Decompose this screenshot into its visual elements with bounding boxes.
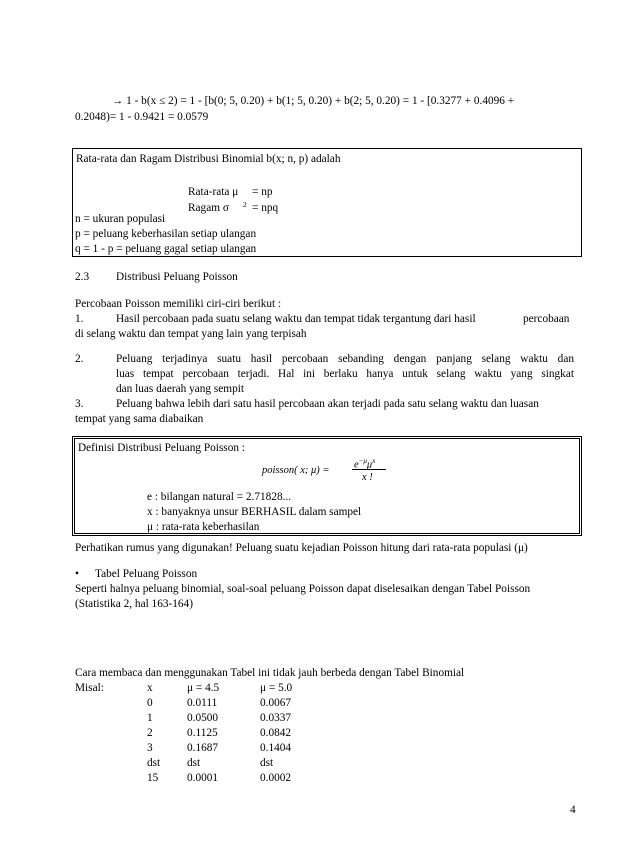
table-cell: 2 — [147, 727, 153, 739]
poisson-box-title: Definisi Distribusi Peluang Poisson : — [78, 442, 245, 454]
table-cell: 0.0500 — [187, 712, 219, 724]
table-cell: 0.0842 — [260, 727, 292, 739]
table-cell: 15 — [147, 772, 159, 784]
section-number: 2.3 — [75, 271, 90, 283]
table-row — [147, 756, 292, 771]
table-cell: 0 — [147, 697, 153, 709]
section-intro: Percobaan Poisson memiliki ciri-ciri berikut : — [75, 298, 282, 310]
table-cell: 0.0111 — [187, 697, 218, 709]
table-header-x: x — [147, 682, 153, 694]
item-3-line-1: Peluang bahwa lebih dari satu hasil percobaan akan terjadi pada satu selang waktu dan luasan — [116, 398, 539, 410]
binomial-box-title: Rata-rata dan Ragam Distribusi Binomial b(x; n, p) adalah — [76, 153, 341, 165]
section-title: Distribusi Peluang Poisson — [116, 271, 238, 283]
table-header-row — [147, 681, 292, 696]
bullet-line-2: (Statistika 2, hal 163-164) — [75, 598, 193, 610]
binomial-var-sup: 2 — [243, 200, 247, 209]
binomial-mean-label: Rata-rata μ — [188, 186, 239, 198]
table-cell: 1 — [147, 712, 153, 724]
table-cell: 0.0337 — [260, 712, 292, 724]
poisson-example-table — [147, 681, 292, 786]
binomial-def-p: p = peluang keberhasilan setiap ulangan — [75, 228, 257, 240]
poisson-formula-denominator: x ! — [362, 472, 373, 483]
item-1-line-1a: Hasil percobaan pada suatu selang waktu dan tempat tidak tergantung dari hasil — [116, 313, 476, 325]
binomial-def-q: q = 1 - p = peluang gagal setiap ulangan — [75, 243, 257, 255]
binomial-var-value: = npq — [252, 202, 279, 214]
item-3-line-2: tempat yang sama diabaikan — [75, 413, 204, 425]
table-cell: dst — [187, 757, 201, 769]
item-2-line-1: Peluang terjadinya suatu hasil percobaan sebanding dengan panjang selang waktu dan — [116, 353, 574, 365]
table-cell: dst — [260, 757, 274, 769]
poisson-note: Perhatikan rumus yang digunakan! Peluang suatu kejadian Poisson hitung dari rata-rata populasi (μ) — [75, 542, 528, 554]
table-cell: 0.0002 — [260, 772, 292, 784]
table-intro: Cara membaca dan menggunakan Tabel ini tidak jauh berbeda dengan Tabel Binomial — [75, 667, 465, 679]
poisson-def-e: e : bilangan natural = 2.71828... — [147, 491, 292, 503]
item-1-line-2: di selang waktu dan tempat yang lain yang terpisah — [75, 328, 307, 340]
bullet-title: Tabel Peluang Poisson — [95, 568, 198, 580]
table-row — [147, 696, 292, 711]
bullet-line-1: Seperti halnya peluang binomial, soal-soal peluang Poisson dapat diselesaikan dengan Tabel Poisson — [75, 583, 531, 595]
formula-e: e — [354, 459, 359, 471]
table-cell: 0.0001 — [187, 772, 219, 784]
page-number: 4 — [570, 804, 576, 816]
table-cell: 0.0067 — [260, 697, 292, 709]
table-row — [147, 741, 292, 756]
item-3-number: 3. — [75, 398, 84, 410]
formula-line-2: 0.2048)= 1 - 0.9421 = 0.0579 — [75, 111, 209, 123]
table-header-mu-5-0: μ = 5.0 — [260, 682, 293, 694]
poisson-def-mu: μ : rata-rata keberhasilan — [147, 521, 260, 533]
item-2-line-2: luas tempat percobaan terjadi. Hal ini berlaku hanya untuk selang waktu yang singkat — [116, 368, 574, 380]
item-1-line-1b: percobaan — [523, 313, 570, 325]
formula-line-1: → 1 - b(x ≤ 2) = 1 - [b(0; 5, 0.20) + b(1; 5, 0.20) + b(2; 5, 0.20) = 1 - [0.3277 + 0.4096 + — [112, 95, 515, 107]
table-cell: dst — [147, 757, 161, 769]
formula-mu-exponent: x — [372, 457, 376, 465]
table-cell: 0.1404 — [260, 742, 292, 754]
poisson-def-x: x : banyaknya unsur BERHASIL dalam sampel — [147, 506, 362, 518]
table-header-mu-4-5: μ = 4.5 — [187, 682, 220, 694]
binomial-mean-value: = np — [252, 186, 273, 198]
binomial-var-label: Ragam σ — [188, 202, 229, 214]
formula-mu: μ — [366, 459, 373, 471]
binomial-def-n: n = ukuran populasi — [75, 213, 166, 225]
table-row — [147, 711, 292, 726]
formula-fraction-bar — [352, 469, 386, 470]
bullet-symbol: • — [75, 568, 79, 580]
item-1-number: 1. — [75, 313, 84, 325]
table-label: Misal: — [75, 682, 104, 694]
formula-e-exponent: −μ — [358, 457, 367, 465]
table-cell: 0.1125 — [187, 727, 218, 739]
item-2-number: 2. — [75, 353, 84, 365]
table-row — [147, 726, 292, 741]
poisson-formula-lhs: poisson( x; μ) = — [262, 465, 330, 476]
table-row — [147, 771, 292, 786]
item-2-line-3: dan luas daerah yang sempit — [116, 383, 244, 395]
table-cell: 3 — [147, 742, 153, 754]
table-cell: 0.1687 — [187, 742, 219, 754]
